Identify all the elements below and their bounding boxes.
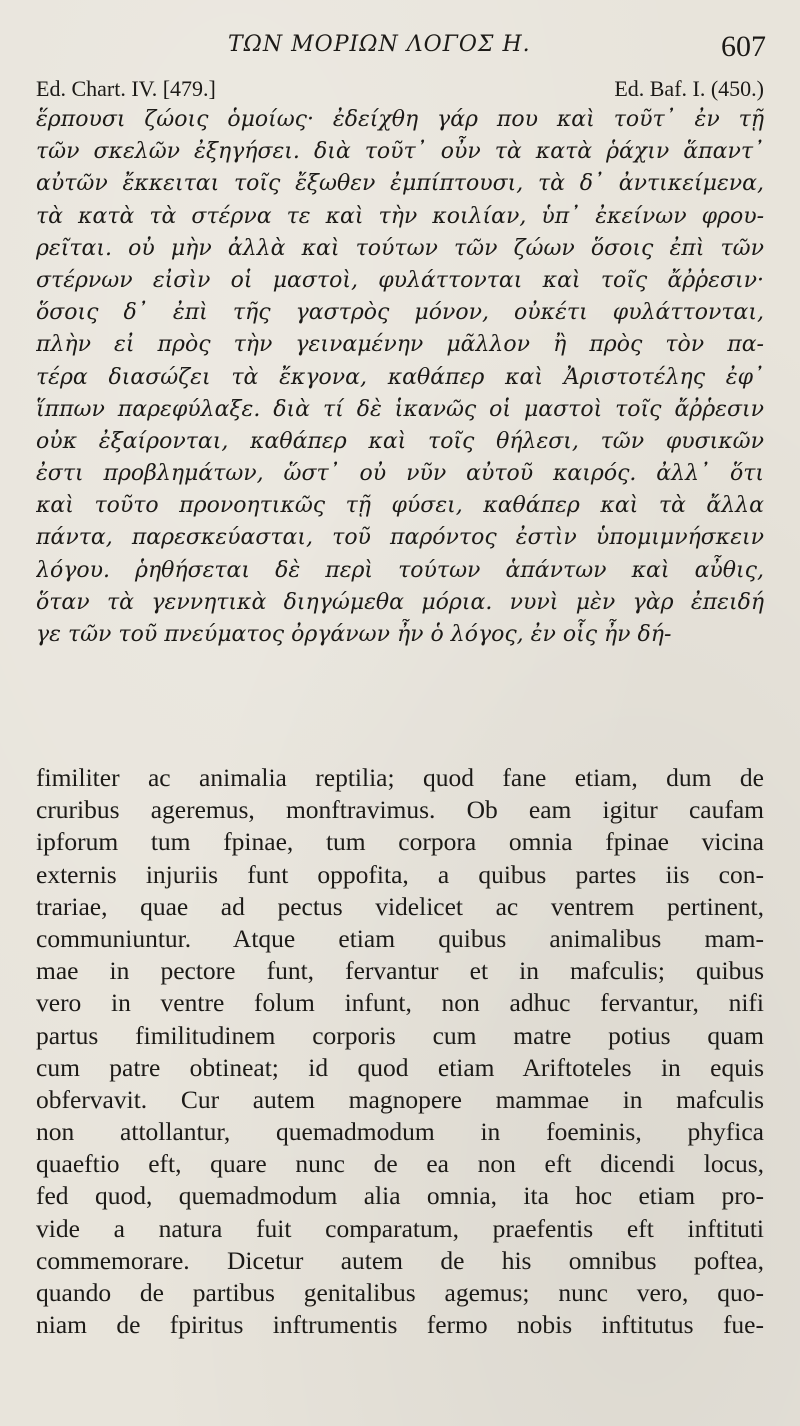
edition-references	[36, 76, 764, 104]
greek-line: ἕρπουσι ζώοις ὁμοίως· ἐδείχθη γάρ που καὶ τοῦτ᾽ ἐν τῇ	[36, 107, 764, 132]
latin-line: fed quod, quemadmodum alia omnia, ita hoc etiam pro-	[36, 1181, 764, 1211]
greek-line: ἐστι προβλημάτων, ὥστ᾽ οὐ νῦν αὐτοῦ καιρός. ἀλλ᾽ ὅτι	[36, 461, 764, 487]
greek-line: ρεῖται. οὐ μὴν ἀλλὰ καὶ τούτων τῶν ζώων ὅσοις ἐπὶ τῶν	[36, 235, 764, 261]
running-head	[0, 28, 800, 68]
latin-line: mae in pectore funt, fervantur et in mafculis; quibus	[36, 956, 764, 986]
greek-line: τῶν σκελῶν ἐξηγήσει. διὰ τοῦτ᾽ οὖν τὰ κατὰ ῥάχιν ἅπαντ᾽	[36, 139, 764, 165]
edition-chartier-ref: Ed. Chart. IV. [479.]	[36, 76, 216, 101]
greek-line: καὶ τοῦτο προνοητικῶς τῇ φύσει, καθάπερ καὶ τὰ ἄλλα	[36, 493, 764, 519]
greek-line: αὐτῶν ἔκκειται τοῖς ἔξωθεν ἐμπίπτουσι, τὰ δ᾽ ἀντικείμενα,	[36, 171, 764, 197]
latin-line: communiuntur. Atque etiam quibus animalibus mam-	[36, 923, 764, 953]
greek-line: τὰ κατὰ τὰ στέρνα τε καὶ τὴν κοιλίαν, ὑπ᾽ ἐκείνων φρου-	[36, 203, 764, 229]
latin-line: niam de fpiritus inftrumentis fermo nobis inftitutus fue-	[36, 1310, 764, 1340]
latin-translation	[36, 762, 764, 1341]
greek-text	[36, 104, 764, 651]
greek-line: λόγου. ῥηθήσεται δὲ περὶ τούτων ἁπάντων καὶ αὖθις,	[36, 557, 764, 583]
greek-line: τέρα διασώζει τὰ ἔκγονα, καθάπερ καὶ Ἀριστοτέλης ἐφ᾽	[36, 364, 764, 390]
latin-line: quando de partibus genitalibus agemus; nunc vero, quo-	[36, 1278, 764, 1307]
latin-line: partus fimilitudinem corporis cum matre potius quam	[36, 1020, 764, 1050]
greek-line: ἵππων παρεφύλαξε. διὰ τί δὲ ἱκανῶς οἱ μαστοὶ τοῖς ἄῤῥεσιν	[36, 396, 764, 422]
latin-line: externis injuriis funt oppofita, a quibus partes iis con-	[36, 859, 764, 889]
latin-line: non attollantur, quemadmodum in foeminis, phyfica	[36, 1117, 764, 1147]
greek-line: πάντα, παρεσκεύασται, τοῦ παρόντος ἐστὶν ὑπομιμνήσκειν	[36, 525, 764, 551]
latin-line: commemorare. Dicetur autem de his omnibus poftea,	[36, 1245, 764, 1275]
greek-line: γε τῶν τοῦ πνεύματος ὀργάνων ἦν ὁ λόγος, ἐν οἷς ἦν δή-	[36, 622, 672, 647]
latin-line: vide a natura fuit comparatum, praefentis eft inftituti	[36, 1213, 764, 1243]
latin-line: vero in ventre folum infunt, non adhuc fervantur, nifi	[36, 988, 764, 1018]
edition-basel-ref: Ed. Baf. I. (450.)	[614, 76, 764, 101]
latin-line: obfervavit. Cur autem magnopere mammae in mafculis	[36, 1084, 764, 1114]
greek-line: πλὴν εἰ πρὸς τὴν γειναμένην μᾶλλον ἢ πρὸς τὸν πα-	[36, 332, 764, 358]
latin-line: trariae, quae ad pectus videlicet ac ventrem pertinent,	[36, 891, 764, 921]
greek-line: στέρνων εἰσὶν οἱ μαστοὶ, φυλάττονται καὶ τοῖς ἄῤῥεσιν·	[36, 267, 764, 293]
latin-line: cum patre obtineat; id quod etiam Ariftoteles in equis	[36, 1052, 764, 1082]
running-title: ΤΩΝ ΜΟΡΙΩΝ ΛΟΓΟΣ Η.	[228, 32, 531, 57]
greek-line: οὐκ ἐξαίρονται, καθάπερ καὶ τοῖς θήλεσι, τῶν φυσικῶν	[36, 428, 764, 454]
greek-line: ὅταν τὰ γεννητικὰ διηγώμεθα μόρια. νυνὶ μὲν γὰρ ἐπειδή	[36, 589, 764, 615]
latin-line: fimiliter ac animalia reptilia; quod fane etiam, dum de	[36, 763, 764, 792]
latin-line: cruribus ageremus, monftravimus. Ob eam igitur caufam	[36, 795, 764, 825]
latin-line: ipforum tum fpinae, tum corpora omnia fpinae vicina	[36, 827, 764, 857]
greek-line: ὅσοις δ᾽ ἐπὶ τῆς γαστρὸς μόνον, οὐκέτι φυλάττονται,	[36, 300, 764, 326]
page-number: 607	[721, 30, 766, 63]
latin-line: quaeftio eft, quare nunc de ea non eft dicendi locus,	[36, 1149, 764, 1179]
